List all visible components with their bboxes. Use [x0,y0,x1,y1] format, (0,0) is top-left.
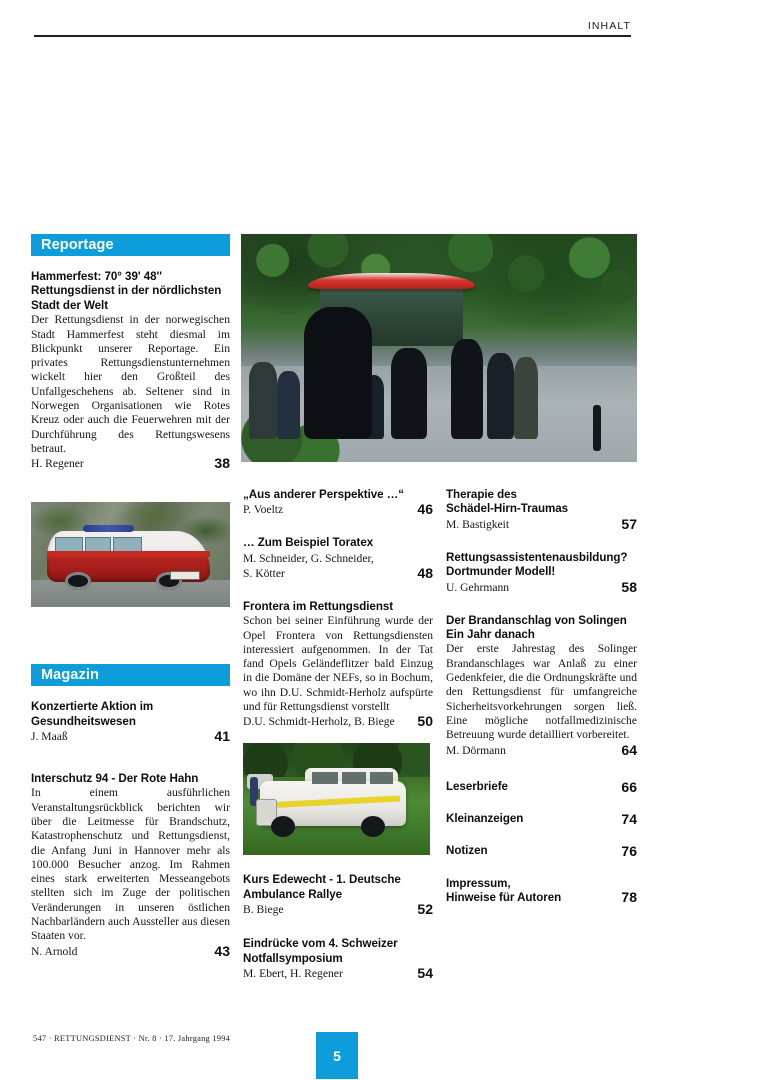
toc-entry-schweizer-notfallsymposium[interactable] [243,937,433,981]
running-header [34,20,631,37]
entry-page-number[interactable]: 46 [417,501,433,518]
entry-title: Der Brandanschlag von Solingen Ein Jahr danach [446,613,627,642]
toc-row-notizen[interactable] [446,844,637,859]
footer-imprint: 547 · RETTUNGSDIENST · Nr. 8 · 17. Jahrgang 1994 [33,1034,231,1043]
entry-page-number[interactable]: 66 [621,778,637,795]
entry-footer [31,944,230,959]
entry-footer [243,502,433,517]
column-right [446,488,637,905]
entry-title: … Zum Beispiel Toratex [243,536,374,550]
entry-page-number[interactable]: 76 [621,842,637,859]
entry-author: U. Gehrmann [446,580,510,594]
entry-page-number[interactable]: 41 [214,728,230,744]
entry-author: M. Dörmann [446,743,506,757]
entry-page-number[interactable]: 57 [621,515,637,532]
section-heading-magazin: Magazin [31,664,230,686]
entry-title: Kurs Edewecht - 1. Deutsche Ambulance Rallye [243,873,401,901]
toc-entry-kurs-edewecht[interactable] [243,873,433,917]
entry-title: Leserbriefe [446,780,508,794]
toc-entry-toratex[interactable] [243,536,433,580]
entry-abstract: Schon bei seiner Einführung wurde der Opel Frontera von Rettungsdiensten interessiert aufgenommen. In der Tat fand Opels Geländeflitzer bald Einzug in die Domäne der NEFs, so in Bochum, wo ihn D.U. Schmidt-Herholz aufspürte und für Rettungsdienst vorstellt [243,614,433,713]
running-head-label: INHALT [587,20,631,32]
toc-entry-frontera[interactable] [243,600,433,729]
entry-footer [243,902,433,917]
entry-author: M. Ebert, H. Regener [243,966,343,980]
entry-footer [446,580,637,595]
entry-author-line1: M. Schneider, G. Schneider, [243,551,374,565]
entry-title: Therapie des Schädel-Hirn-Traumas [446,488,569,516]
entry-page-number[interactable]: 38 [214,455,230,472]
entry-author: M. Bastigkeit [446,517,510,531]
toc-entry-hammerfest[interactable] [31,270,230,471]
entry-abstract: In einem ausführlichen Veranstaltungsrückblick berichten wir über die Leitmesse für Brandschutz, Katastrophenschutz und Rettungsdienst, die Anfang Juni in Hannover mehr als 100.000 Besucher anzog. Im Rahmen eines stark erweiterten Messeangebots stellten sich im Zuge der politischen Veränderungen in unseren östlichen Nachbarländern auch Aussteller aus diesen Staaten vor. [31,786,230,943]
entry-author-line2: S. Kötter [243,566,285,580]
entry-title: Kleinanzeigen [446,812,524,826]
photo-spacer-suv [243,729,433,857]
entry-title: Rettungsassistentenausbildung? Dortmunder Modell! [446,550,628,579]
entry-footer [243,551,433,581]
entry-page-number[interactable]: 78 [621,889,637,906]
entry-page-number[interactable]: 64 [621,741,637,758]
entry-footer [446,743,637,758]
entry-footer [243,714,433,729]
entry-title: Eindrücke vom 4. Schweizer Notfallsymposium [243,937,398,965]
entry-page-number[interactable]: 54 [417,964,433,981]
toc-entry-interschutz[interactable] [31,772,230,959]
entry-author: P. Voeltz [243,503,284,517]
entry-author: J. Maaß [31,730,68,743]
entry-page-number[interactable]: 50 [417,713,433,730]
entry-footer [31,456,230,471]
toc-row-impressum[interactable] [446,877,637,906]
entry-author: B. Biege [243,903,284,917]
entry-footer [243,966,433,981]
toc-entry-solingen[interactable] [446,614,637,758]
entry-title: Hammerfest: 70° 39' 48'' Rettungsdienst in der nördlichsten Stadt der Welt [31,270,222,312]
entry-title: Frontera im Rettungsdienst [243,599,394,613]
entry-title: Impressum, Hinweise für Autoren [446,876,562,904]
entry-author [243,551,409,581]
column-left [31,234,230,959]
toc-entry-schaedel-hirn-trauma[interactable] [446,488,637,532]
column-middle [243,488,433,981]
entry-title: Interschutz 94 - Der Rote Hahn [31,772,199,785]
entry-page-number[interactable]: 52 [417,901,433,918]
entry-page-number[interactable]: 48 [417,564,433,581]
page-number-badge: 5 [316,1032,358,1079]
entry-author: N. Arnold [31,944,78,958]
section-heading-reportage: Reportage [31,234,230,256]
entry-title: Konzertierte Aktion im Gesundheitswesen [31,700,154,728]
entry-abstract: Der erste Jahrestag des Solinger Brandanschlages war Anlaß zu einer Gedenkfeier, die die Ordnungskräfte und den Rettungsdienst für umfangreiche Sicherheitsvorkehrungen sorgen ließ. Eine mögliche notfallmedizinische Betreuung wurde detailliert vorbereitet. [446,642,637,742]
toc-entry-aus-anderer-perspektive[interactable] [243,488,433,517]
entry-title: Notizen [446,844,488,858]
entry-author: D.U. Schmidt-Herholz, B. Biege [243,715,395,729]
header-rule [34,35,631,37]
entry-page-number[interactable]: 58 [621,578,637,595]
photo-spacer-ambulance [31,471,230,593]
toc-row-kleinanzeigen[interactable] [446,812,637,827]
toc-entry-konzertierte-aktion[interactable] [31,700,230,744]
entry-page-number[interactable]: 74 [621,810,637,827]
entry-title: „Aus anderer Perspektive …“ [243,488,405,501]
toc-row-leserbriefe[interactable] [446,780,637,795]
entry-footer [446,517,637,532]
entry-footer [31,729,230,744]
entry-abstract: Der Rettungsdienst in der norwegischen Stadt Hammerfest steht diesmal im Blickpunkt unserer Reportage. Ein privates Rettungsdienstunternehmen wickelt hier den Großteil des Unfallgeschehens ab. Seltener sind in Norwegen Organisationen wie Rotes Kreuz oder auch die Feuerwehren mit der Durchführung des Rettungswesens betraut. [31,313,230,455]
entry-page-number[interactable]: 43 [214,942,230,959]
photo-street-scene [241,234,637,462]
toc-entry-rettungsassistentenausbildung[interactable] [446,551,637,595]
entry-author: H. Regener [31,457,84,471]
